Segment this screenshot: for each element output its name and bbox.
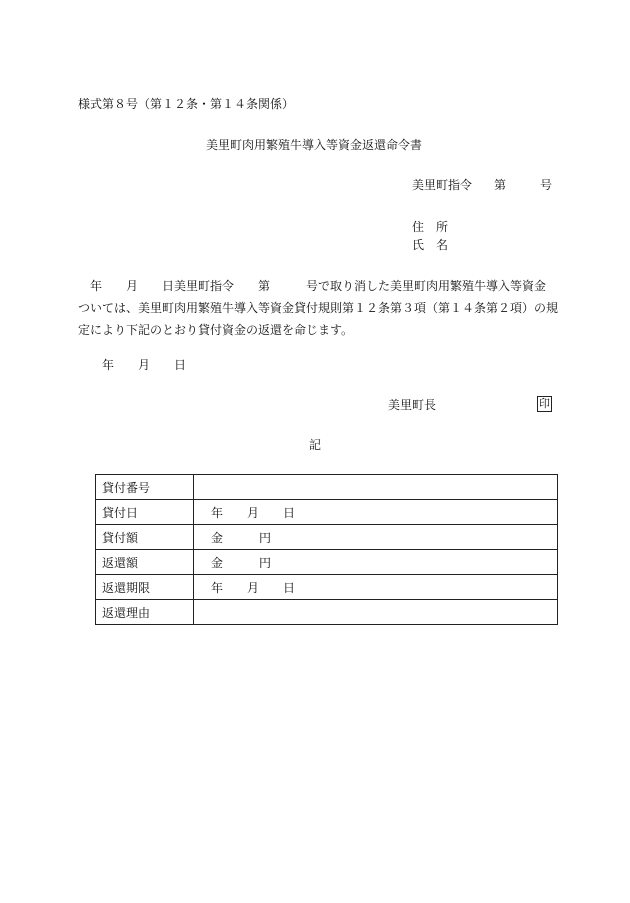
issuer-dai: 第 <box>494 178 507 192</box>
body-line: 年 月 日美里町指令 第 号で取り消した美里町肉用繁殖牛導入等資金 <box>78 279 547 293</box>
name-label: 氏 名 <box>412 238 449 252</box>
row-label: 返還期限 <box>96 575 194 600</box>
row-label: 返還理由 <box>96 600 194 625</box>
issuer-name: 美里町指令 <box>412 178 473 192</box>
row-value: 金 円 <box>194 550 558 575</box>
row-value <box>194 475 558 500</box>
row-label: 貸付日 <box>96 500 194 525</box>
seal-stamp: 印 <box>539 397 550 410</box>
table-row <box>96 525 558 550</box>
row-label: 貸付額 <box>96 525 194 550</box>
table-row <box>96 500 558 525</box>
row-value: 年 月 日 <box>194 500 558 525</box>
form-number: 様式第８号（第１２条・第１４条関係） <box>78 97 295 111</box>
row-label: 貸付番号 <box>96 475 194 500</box>
address-label: 住 所 <box>412 220 449 234</box>
row-value: 金 円 <box>194 525 558 550</box>
table-row <box>96 475 558 500</box>
issue-date: 年 月 日 <box>102 358 187 372</box>
table-row <box>96 600 558 625</box>
table-row <box>96 575 558 600</box>
document-title: 美里町肉用繁殖牛導入等資金返還命令書 <box>206 138 423 152</box>
ki-heading: 記 <box>309 438 322 452</box>
body-paragraph <box>78 275 559 341</box>
issuer-go: 号 <box>540 178 553 192</box>
row-value: 年 月 日 <box>194 575 558 600</box>
loan-details-table <box>95 474 558 625</box>
row-value <box>194 600 558 625</box>
mayor-title: 美里町長 <box>388 398 437 412</box>
body-line: ついては、美里町肉用繁殖牛導入等資金貸付規則第１２条第３項（第１４条第２項）の規 <box>78 301 559 315</box>
row-label: 返還額 <box>96 550 194 575</box>
body-line: 定により下記のとおり貸付資金の返還を命じます。 <box>78 323 354 337</box>
table-row <box>96 550 558 575</box>
